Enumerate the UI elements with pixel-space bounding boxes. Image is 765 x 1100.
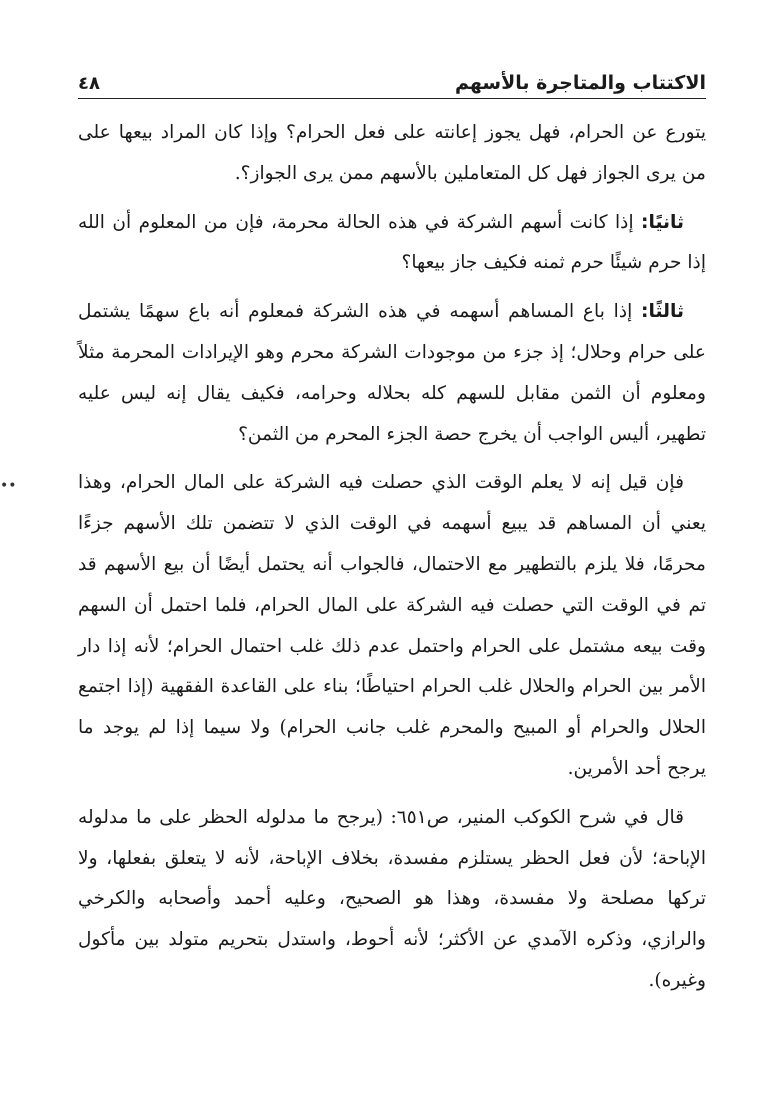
paragraph-text: فإن قيل إنه لا يعلم الوقت الذي حصلت فيه الشركة على المال الحرام، وهذا يعني أن المساهم قد يبيع أسهمه في الوقت الذي لا تتضمن تلك الأسهم جزءًا محرمًا، فلا يلزم بالتطهير مع الاحتمال، فالجواب أنه يحتمل أيضًا أن بيع الأسهم قد تم في الوقت التي حصلت فيه الشركة على المال الحرام، فلما احتمل أن السهم وقت بيعه مشتمل على الحرام واحتمل عدم ذلك غلب احتمال الحرام؛ لأنه إذا دار الأمر بين الحرام والحلال غلب الحرام احتياطًا؛ بناء على القاعدة الفقهية (إذا اجتمع الحلال والحرام أو المبيح والمحرم غلب جانب الحرام) ولا سيما إذا لم يوجد ما يرجح أحد الأمرين.: [78, 472, 706, 779]
body-text: [78, 113, 706, 1002]
paragraph-text: إذا باع المساهم أسهمه في هذه الشركة فمعلوم أنه باع سهمًا يشتمل على حرام وحلال؛ إذ جزء من موجودات الشركة محرم وهو الإيرادات المحرمة مثلاً ومعلوم أن الثمن مقابل للسهم كله بحلاله وحرامه، فكيف يقال إنه ليس عليه تطهير، أليس الواجب أن يخرج حصة الجزء المحرم من الثمن؟: [78, 301, 706, 445]
paragraph-text: يتورع عن الحرام، فهل يجوز إعانته على فعل الحرام؟ وإذا كان المراد بيعها على من يرى الجواز فهل كل المتعاملين بالأسهم ممن يرى الجواز؟.: [78, 122, 706, 184]
page-number: ٤٨: [78, 73, 100, 94]
paragraph-lead: ثالثًا:: [641, 301, 684, 323]
paragraph-text: إذا كانت أسهم الشركة في هذه الحالة محرمة، فإن من المعلوم أن الله إذا حرم شيئًا حرم ثمنه فكيف جاز بيعها؟: [78, 211, 706, 274]
paragraph: [78, 798, 706, 1002]
paragraph: [78, 463, 706, 789]
book-title: الاكتتاب والمتاجرة بالأسهم: [454, 72, 706, 94]
paragraph: [78, 113, 706, 195]
paragraph-lead: ثانيًا:: [641, 211, 684, 233]
paragraph: [78, 203, 706, 285]
running-header: [78, 62, 706, 99]
paragraph: [78, 292, 706, 455]
paragraph-text: قال في شرح الكوكب المنير، ص٦٥١: (يرجح ما مدلوله الحظر على ما مدلوله الإباحة؛ لأن فعل الحظر يستلزم مفسدة، بخلاف الإباحة، لأنه لا يتعلق بفعلها، ولا تركها مصلحة ولا مفسدة، وهذا هو الصحيح، وعليه أحمد وأصحابه والكرخي والرازي، وذكره الآمدي عن الأكثر؛ لأنه أحوط، واستدل بتحريم متولد بين مأكول وغيره).: [78, 806, 706, 991]
document-page: [78, 62, 706, 1002]
margin-mark: ••: [0, 478, 17, 494]
